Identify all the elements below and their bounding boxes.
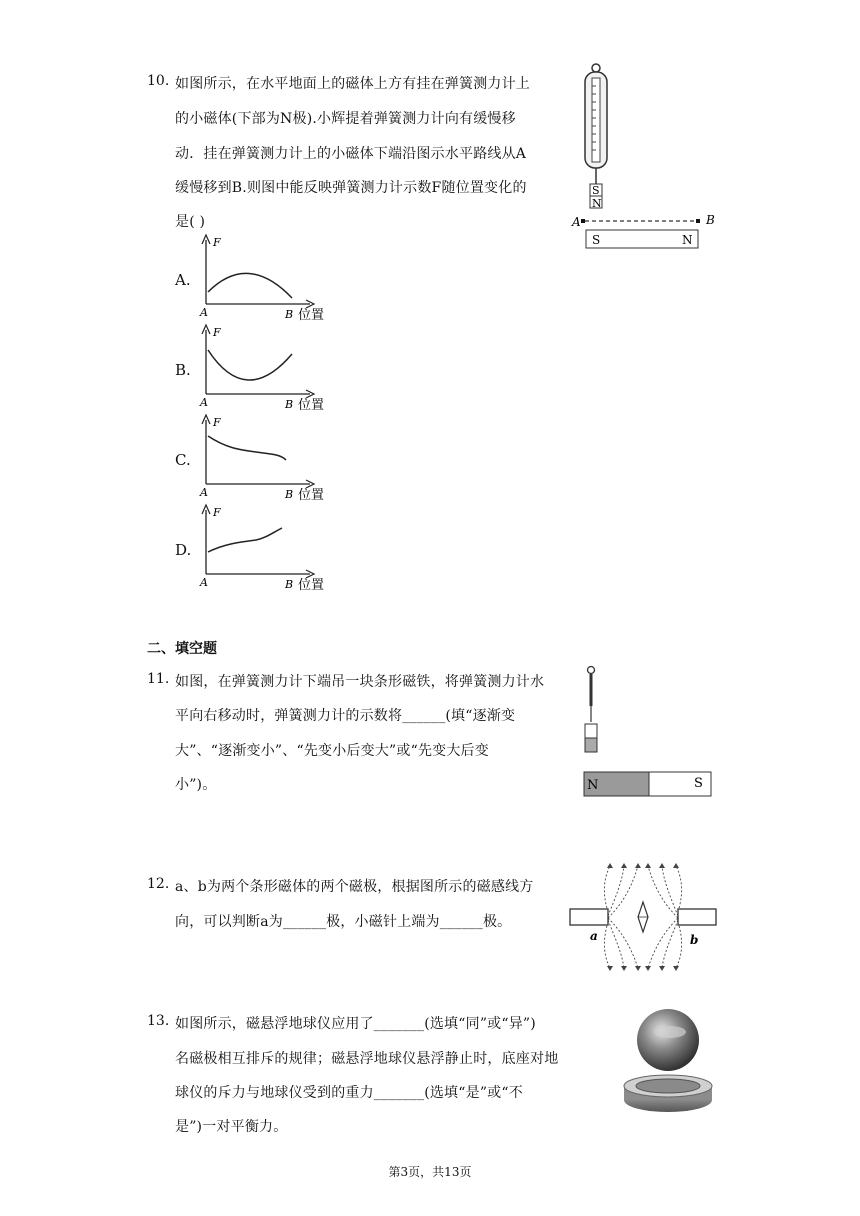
x-end-label: B	[285, 578, 294, 591]
page-footer: 第3页，共13页	[388, 1165, 472, 1179]
question-13-number: 13.	[147, 1013, 170, 1029]
question-12-figure	[566, 862, 718, 974]
y-axis-label: F	[213, 236, 221, 249]
hanging-magnet-bottom	[585, 738, 597, 752]
small-magnet-s-label: S	[592, 184, 600, 197]
option-b-label: B.	[175, 361, 191, 379]
x-axis-label: 位置	[298, 398, 325, 413]
small-magnet-n-label: N	[592, 197, 602, 210]
y-axis-label: F	[213, 326, 221, 339]
curve-c	[208, 436, 286, 460]
question-11-figure	[578, 664, 718, 802]
bar-magnet-n-label: N	[682, 233, 693, 247]
label-a: a	[590, 929, 598, 943]
question-12-line-1: a、b为两个条形磁体的两个磁极，根据图所示的磁感线方	[175, 879, 534, 895]
magnet-a	[570, 909, 608, 925]
magnet-b	[678, 909, 716, 925]
question-11-line-3: 大”、“逐渐变小”、“先变小后变大”或“先变大后变	[175, 743, 489, 759]
question-10-line-4: 缓慢移到B.则图中能反映弹簧测力计示数F随位置变化的	[175, 180, 527, 196]
bar-magnet-s-label: S	[694, 776, 703, 791]
bar-magnet-s-label: S	[592, 233, 601, 247]
question-13-line-3: 球仪的斥力与地球仪受到的重力_______(选填“是”或“不	[175, 1085, 523, 1101]
option-c-label: C.	[175, 451, 191, 469]
question-13-figure	[618, 1006, 718, 1118]
question-11-line-4: 小”)。	[175, 777, 217, 793]
question-10-number: 10.	[147, 73, 170, 89]
spring-scale	[588, 667, 595, 723]
question-11-line-1: 如图，在弹簧测力计下端吊一块条形磁铁，将弹簧测力计水	[175, 674, 545, 690]
curve-d	[208, 528, 282, 552]
option-d-label: D.	[175, 541, 192, 559]
x-axis-label: 位置	[298, 308, 325, 323]
option-a-label: A.	[175, 271, 191, 289]
option-c-graph	[196, 412, 338, 504]
bar-magnet-n-label: N	[587, 778, 599, 793]
option-a-graph	[196, 232, 338, 324]
question-10-line-1: 如图所示，在水平地面上的磁体上方有挂在弹簧测力计上	[175, 76, 530, 92]
x-end-label: B	[285, 488, 294, 501]
y-axis-label: F	[213, 506, 221, 519]
question-13-line-1: 如图所示，磁悬浮地球仪应用了_______(选填“同”或“异”)	[175, 1016, 536, 1032]
curve-b	[208, 350, 292, 380]
question-12-number: 12.	[147, 876, 170, 892]
question-12-line-2: 向，可以判断a为______极，小磁针上端为______极。	[175, 914, 512, 930]
x-end-label: B	[285, 308, 294, 321]
point-b-label: B	[706, 213, 715, 227]
origin-label: A	[200, 576, 208, 589]
point-a-label: A	[572, 215, 581, 229]
question-10-figure	[568, 62, 720, 256]
option-d-graph	[196, 502, 338, 594]
spring-scale	[585, 64, 607, 184]
hanging-magnet-top	[585, 724, 597, 738]
floating-globe	[637, 1009, 699, 1071]
x-end-label: B	[285, 398, 294, 411]
question-11-line-2: 平向右移动时，弹簧测力计的示数将______(填“逐渐变	[175, 708, 516, 724]
question-10-line-2: 的小磁体(下部为N极).小辉提着弹簧测力计向有缓慢移	[175, 111, 516, 127]
question-10-line-5: 是( )	[175, 214, 206, 230]
y-axis-label: F	[213, 416, 221, 429]
question-11-number: 11.	[147, 671, 170, 687]
x-axis-label: 位置	[298, 488, 325, 503]
question-10-line-3: 动．挂在弹簧测力计上的小磁体下端沿图示水平路线从A	[175, 146, 527, 162]
option-b-graph	[196, 322, 338, 414]
label-b: b	[690, 933, 699, 947]
curve-a	[208, 273, 292, 298]
origin-label: A	[200, 396, 208, 409]
origin-label: A	[200, 486, 208, 499]
question-13-line-4: 是”)一对平衡力。	[175, 1119, 288, 1135]
section-heading: 二、填空题	[147, 641, 217, 657]
origin-label: A	[200, 306, 208, 319]
x-axis-label: 位置	[298, 578, 325, 593]
question-13-line-2: 名磁极相互排斥的规律；磁悬浮地球仪悬浮静止时，底座对地	[175, 1051, 559, 1067]
